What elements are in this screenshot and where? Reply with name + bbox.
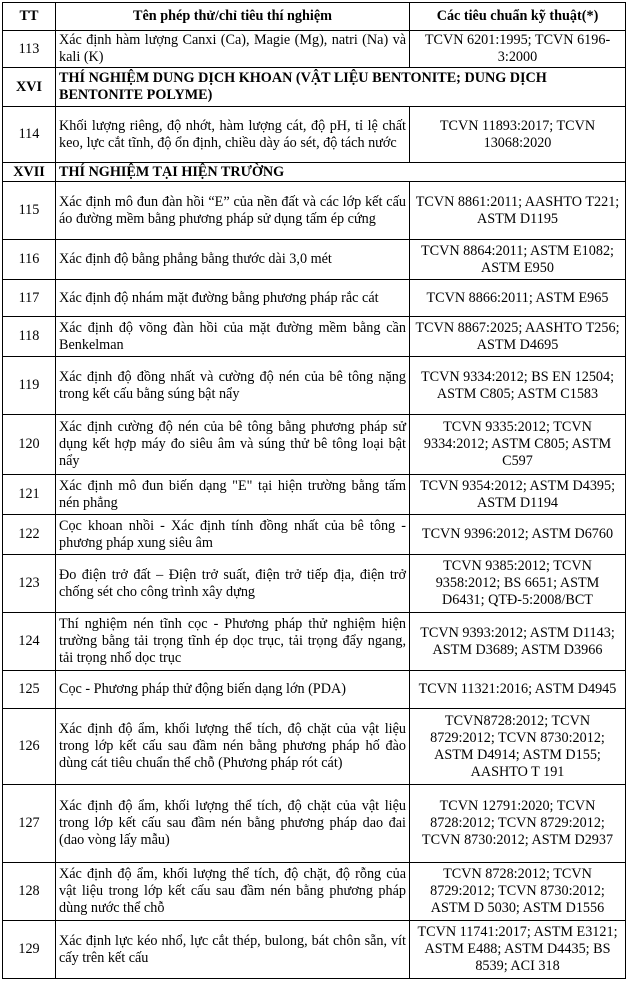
test-name: Thí nghiệm nén tĩnh cọc - Phương pháp thử nghiệm hiện trường bằng tải trọng tĩnh ép dọc trục, tải trọng đẩy ngang, tải trọng nhổ dọc trục bbox=[56, 613, 410, 671]
section-row bbox=[3, 163, 626, 182]
test-name: Xác định mô đun biến dạng "E" tại hiện trường bằng tấm nén phẳng bbox=[56, 475, 410, 515]
table-row bbox=[3, 182, 626, 240]
test-name: Xác định độ đồng nhất và cường độ nén của bê tông nặng trong kết cấu bằng súng bật nẩy bbox=[56, 357, 410, 415]
test-name: Xác định cường độ nén của bê tông bằng phương pháp sử dụng kết hợp máy đo siêu âm và súng thử bê tông loại bật nẩy bbox=[56, 415, 410, 475]
row-number: 114 bbox=[3, 107, 56, 163]
row-number: 127 bbox=[3, 785, 56, 863]
row-number: 129 bbox=[3, 921, 56, 979]
table-row bbox=[3, 515, 626, 555]
header-tt: TT bbox=[3, 3, 56, 31]
test-name: Xác định lực kéo nhổ, lực cắt thép, bulong, bát chôn sẵn, vít cấy trên kết cấu bbox=[56, 921, 410, 979]
standards: TCVN8728:2012; TCVN 8729:2012; TCVN 8730:2012; ASTM D4914; ASTM D155; AASHTO T 191 bbox=[410, 709, 626, 785]
section-number: XVII bbox=[3, 163, 56, 182]
standards: TCVN 9393:2012; ASTM D1143; ASTM D3689; ASTM D3966 bbox=[410, 613, 626, 671]
test-name: Xác định độ bằng phẳng bằng thước dài 3,0 mét bbox=[56, 240, 410, 280]
section-number: XVI bbox=[3, 68, 56, 107]
standards: TCVN 8728:2012; TCVN 8729:2012; TCVN 8730:2012; ASTM D 5030; ASTM D1556 bbox=[410, 863, 626, 921]
table-row bbox=[3, 863, 626, 921]
row-number: 116 bbox=[3, 240, 56, 280]
row-number: 126 bbox=[3, 709, 56, 785]
standards: TCVN 12791:2020; TCVN 8728:2012; TCVN 8729:2012; TCVN 8730:2012; ASTM D2937 bbox=[410, 785, 626, 863]
table-row bbox=[3, 921, 626, 979]
test-name: Xác định độ nhám mặt đường bằng phương pháp rắc cát bbox=[56, 280, 410, 317]
standards: TCVN 9396:2012; ASTM D6760 bbox=[410, 515, 626, 555]
row-number: 115 bbox=[3, 182, 56, 240]
section-row bbox=[3, 68, 626, 107]
header-test-name: Tên phép thử/chỉ tiêu thí nghiệm bbox=[56, 3, 410, 31]
test-name: Xác định hàm lượng Canxi (Ca), Magie (Mg), natri (Na) và kali (K) bbox=[56, 31, 410, 68]
standards: TCVN 9354:2012; ASTM D4395; ASTM D1194 bbox=[410, 475, 626, 515]
standards: TCVN 11893:2017; TCVN 13068:2020 bbox=[410, 107, 626, 163]
test-name: Xác định độ võng đàn hồi của mặt đường mềm bằng cần Benkelman bbox=[56, 317, 410, 357]
row-number: 120 bbox=[3, 415, 56, 475]
test-name: Xác định mô đun đàn hồi “E” của nền đất và các lớp kết cấu áo đường mềm bằng phương pháp sử dụng tấm ép cứng bbox=[56, 182, 410, 240]
row-number: 124 bbox=[3, 613, 56, 671]
standards: TCVN 8866:2011; ASTM E965 bbox=[410, 280, 626, 317]
row-number: 119 bbox=[3, 357, 56, 415]
row-number: 121 bbox=[3, 475, 56, 515]
standards: TCVN 8867:2025; AASHTO T256; ASTM D4695 bbox=[410, 317, 626, 357]
test-name: Cọc khoan nhồi - Xác định tính đồng nhất của bê tông - phương pháp xung siêu âm bbox=[56, 515, 410, 555]
test-name: Xác định độ ẩm, khối lượng thể tích, độ chặt của vật liệu trong lớp kết cấu sau đầm nén bằng phương pháp dao đai (dao vòng lấy mẫu) bbox=[56, 785, 410, 863]
table-row bbox=[3, 317, 626, 357]
row-number: 117 bbox=[3, 280, 56, 317]
table-row bbox=[3, 709, 626, 785]
row-number: 113 bbox=[3, 31, 56, 68]
row-number: 123 bbox=[3, 555, 56, 613]
test-name: Xác định độ ẩm, khối lượng thể tích, độ chặt, độ rỗng của vật liệu trong lớp kết cấu sau đầm nén bằng phương pháp dùng nước thể chỗ bbox=[56, 863, 410, 921]
standards: TCVN 8861:2011; AASHTO T221; ASTM D1195 bbox=[410, 182, 626, 240]
standards: TCVN 8864:2011; ASTM E1082; ASTM E950 bbox=[410, 240, 626, 280]
table-row bbox=[3, 240, 626, 280]
table-row bbox=[3, 671, 626, 709]
table-row bbox=[3, 31, 626, 68]
header-standards: Các tiêu chuẩn kỹ thuật(*) bbox=[410, 3, 626, 31]
test-name: Đo điện trở đất – Điện trở suất, điện trở tiếp địa, điện trở chống sét cho công trình xây dựng bbox=[56, 555, 410, 613]
standards: TCVN 9335:2012; TCVN 9334:2012; ASTM C805; ASTM C597 bbox=[410, 415, 626, 475]
test-name: Khối lượng riêng, độ nhớt, hàm lượng cát, độ pH, tỉ lệ chất keo, lực cắt tĩnh, độ ổn định, chiều dày áo sét, độ tách nước bbox=[56, 107, 410, 163]
row-number: 118 bbox=[3, 317, 56, 357]
table-row bbox=[3, 280, 626, 317]
table-row bbox=[3, 415, 626, 475]
standards: TCVN 9385:2012; TCVN 9358:2012; BS 6651; ASTM D6431; QTĐ-5:2008/BCT bbox=[410, 555, 626, 613]
test-name: Cọc - Phương pháp thử động biến dạng lớn (PDA) bbox=[56, 671, 410, 709]
section-title: THÍ NGHIỆM TẠI HIỆN TRƯỜNG bbox=[56, 163, 626, 182]
table-row bbox=[3, 475, 626, 515]
standards-table bbox=[2, 2, 626, 979]
table-row bbox=[3, 613, 626, 671]
standards: TCVN 6201:1995; TCVN 6196-3:2000 bbox=[410, 31, 626, 68]
row-number: 125 bbox=[3, 671, 56, 709]
standards: TCVN 11741:2017; ASTM E3121; ASTM E488; ASTM D4435; BS 8539; ACI 318 bbox=[410, 921, 626, 979]
table-row bbox=[3, 555, 626, 613]
table-row bbox=[3, 357, 626, 415]
test-name: Xác định độ ẩm, khối lượng thể tích, độ chặt của vật liệu trong lớp kết cấu sau đầm nén bằng phương pháp hố đào dùng cát tiêu chuẩn thể chỗ (Phương pháp rót cát) bbox=[56, 709, 410, 785]
table-header-row bbox=[3, 3, 626, 31]
standards: TCVN 11321:2016; ASTM D4945 bbox=[410, 671, 626, 709]
table-row bbox=[3, 107, 626, 163]
standards: TCVN 9334:2012; BS EN 12504; ASTM C805; ASTM C1583 bbox=[410, 357, 626, 415]
section-title: THÍ NGHIỆM DUNG DỊCH KHOAN (VẬT LIỆU BENTONITE; DUNG DỊCH BENTONITE POLYME) bbox=[56, 68, 626, 107]
table-row bbox=[3, 785, 626, 863]
row-number: 122 bbox=[3, 515, 56, 555]
row-number: 128 bbox=[3, 863, 56, 921]
